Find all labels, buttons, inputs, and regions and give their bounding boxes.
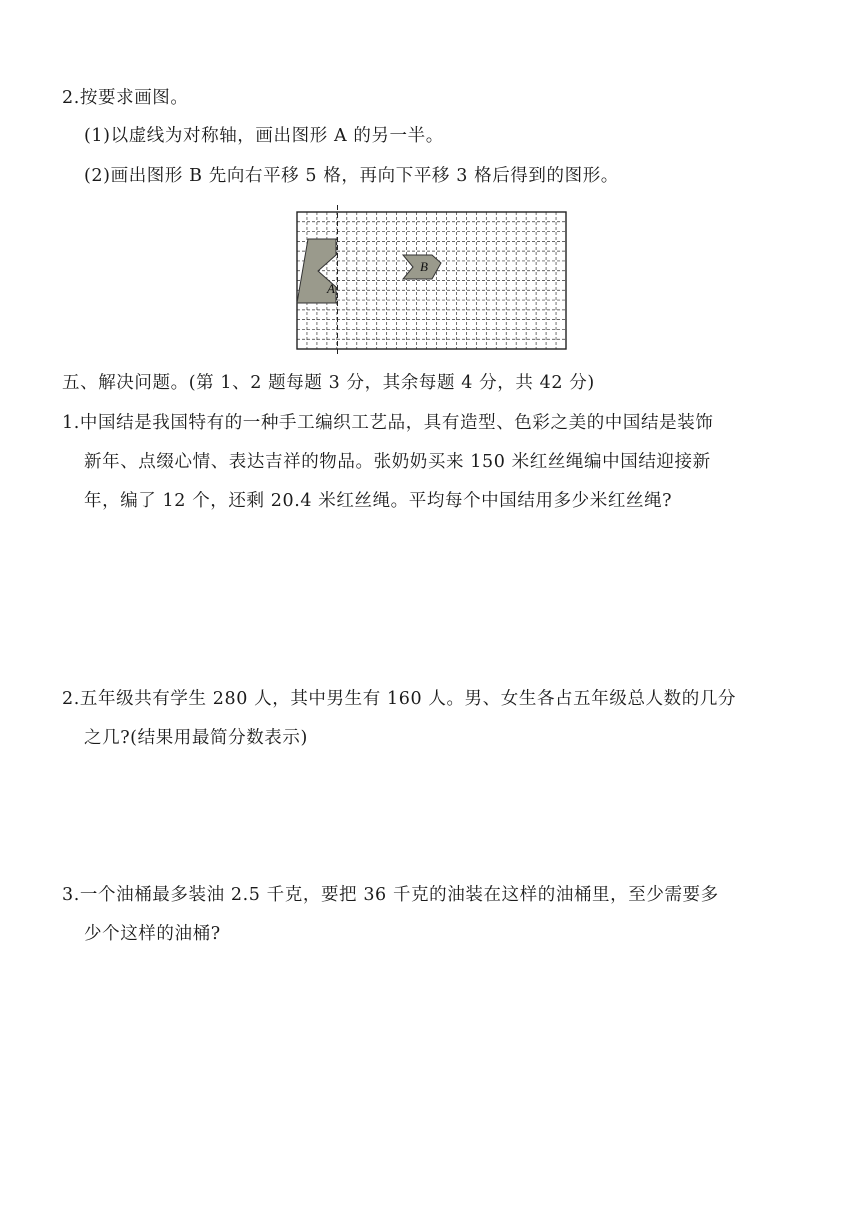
question-part-1: (1)以虚线为对称轴，画出图形 A 的另一半。 bbox=[84, 126, 444, 146]
problem-2-line-2: 之几?(结果用最简分数表示) bbox=[84, 728, 308, 748]
problem-2-line-1: 2.五年级共有学生 280 人，其中男生有 160 人。男、女生各占五年级总人数的几分 bbox=[62, 689, 737, 709]
problem-3-line-1: 3.一个油桶最多装油 2.5 千克，要把 36 千克的油装在这样的油桶里，至少需要多 bbox=[62, 885, 719, 905]
problem-3-line-2: 少个这样的油桶? bbox=[84, 924, 221, 944]
section-heading: 五、解决问题。(第 1、2 题每题 3 分，其余每题 4 分，共 42 分) bbox=[62, 373, 595, 393]
grid-figure bbox=[292, 205, 572, 355]
problem-1-line-2: 新年、点缀心情、表达吉祥的物品。张奶奶买来 150 米红丝绳编中国结迎接新 bbox=[84, 452, 711, 472]
shape-a-label: A bbox=[327, 281, 335, 296]
question-part-2: (2)画出图形 B 先向右平移 5 格，再向下平移 3 格后得到的图形。 bbox=[84, 166, 619, 186]
problem-1-line-1: 1.中国结是我国特有的一种手工编织工艺品，具有造型、色彩之美的中国结是装饰 bbox=[62, 413, 714, 433]
question-title: 2.按要求画图。 bbox=[62, 88, 189, 108]
shape-b-label: B bbox=[420, 259, 428, 274]
problem-1-line-3: 年，编了 12 个，还剩 20.4 米红丝绳。平均每个中国结用多少米红丝绳? bbox=[84, 491, 673, 511]
